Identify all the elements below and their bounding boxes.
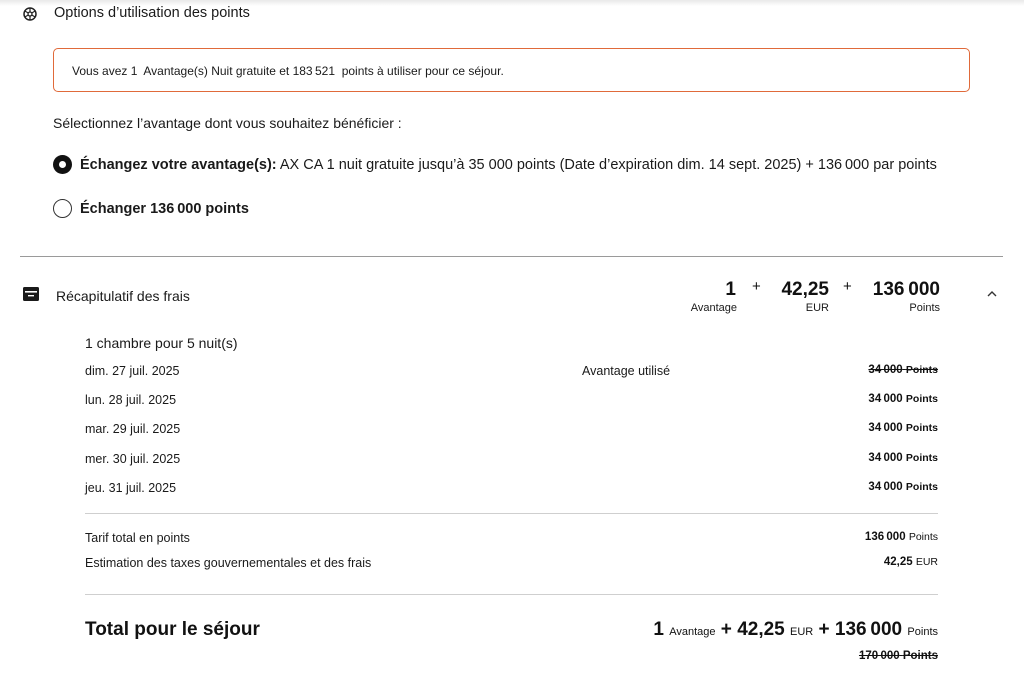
option-exchange-advantage-label[interactable] xyxy=(80,157,937,173)
points-info-box xyxy=(53,48,970,92)
night-points: 34 000 Points xyxy=(868,422,938,434)
header-points-value: 136 000 xyxy=(872,279,940,300)
total-points-rate-value: 136 000 Points xyxy=(864,531,938,543)
night-date: lun. 28 juil. 2025 xyxy=(85,393,177,407)
total-divider xyxy=(85,594,938,595)
radio-exchange-points[interactable] xyxy=(53,199,72,218)
taxes-value: 42,25 EUR xyxy=(883,556,938,568)
header-advantage-value: 1 xyxy=(725,279,736,300)
summary-title: Récapitulatif des frais xyxy=(56,288,190,304)
receipt-tray-icon xyxy=(22,286,40,302)
settings-gear-icon xyxy=(22,6,38,22)
night-points-struck: 34 000 Points xyxy=(868,364,938,376)
night-date: mar. 29 juil. 2025 xyxy=(85,422,181,436)
option-exchange-points-label[interactable]: Échanger 136 000 points xyxy=(80,201,249,217)
total-points-rate-label: Tarif total en points xyxy=(85,531,190,545)
option-exchange-advantage-bold: Échangez votre avantage(s): xyxy=(80,157,277,173)
advantage-used-label: Avantage utilisé xyxy=(582,364,671,378)
night-date: mer. 30 juil. 2025 xyxy=(85,452,181,466)
night-points: 34 000 Points xyxy=(868,452,938,464)
points-info-text: Vous avez 1 Avantage(s) Nuit gratuite et 183 521 points à utiliser pour ce séjour. xyxy=(72,64,504,78)
points-options-title: Options d’utilisation des points xyxy=(54,5,250,21)
header-eur-value: 42,25 xyxy=(781,279,829,300)
taxes-label: Estimation des taxes gouvernementales et des frais xyxy=(85,556,372,570)
stay-total-label: Total pour le séjour xyxy=(85,619,260,640)
night-date: jeu. 31 juil. 2025 xyxy=(85,481,177,495)
header-eur-unit: EUR xyxy=(805,302,829,314)
header-points-unit: Points xyxy=(909,302,940,314)
night-points: 34 000 Points xyxy=(868,393,938,405)
radio-exchange-advantage[interactable] xyxy=(53,155,72,174)
header-plus-2: + xyxy=(843,278,852,295)
rooms-nights-label: 1 chambre pour 5 nuit(s) xyxy=(85,335,238,351)
header-advantage-unit: Avantage xyxy=(690,302,737,314)
header-plus-1: + xyxy=(752,278,761,295)
chevron-up-icon[interactable] xyxy=(985,287,999,301)
stay-total-old-points: 170 000 Points xyxy=(858,650,938,662)
select-advantage-label: Sélectionnez l’avantage dont vous souhaitez bénéficier : xyxy=(53,115,402,131)
night-points: 34 000 Points xyxy=(868,481,938,493)
section-divider xyxy=(20,256,1003,257)
option-exchange-advantage-text: AX CA 1 nuit gratuite jusqu’à 35 000 points (Date d’expiration dim. 14 sept. 2025) + 136 000 par points xyxy=(276,157,937,173)
subtotal-divider xyxy=(85,513,938,514)
night-date: dim. 27 juil. 2025 xyxy=(85,364,180,378)
stay-total-value: 1 Avantage + 42,25 EUR + 136 000 Points xyxy=(653,619,938,640)
